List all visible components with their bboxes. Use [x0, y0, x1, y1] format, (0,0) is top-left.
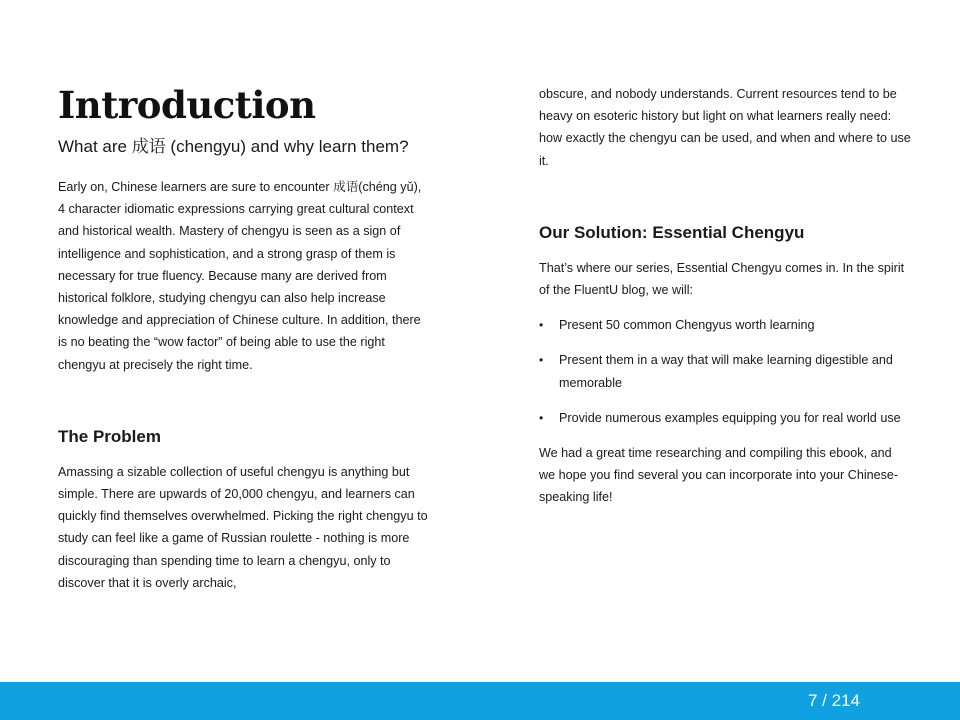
solution-paragraph: That’s where our series, Essential Chengyu comes in. In the spirit of the FluentU blog, we will: — [539, 260, 905, 298]
page-title: Introduction — [58, 83, 316, 127]
closing-paragraph: We had a great time researching and compiling this ebook, and we hope you find several you can incorporate into your Chinese-speaking life! — [539, 446, 899, 505]
list-item-text: Present them in a way that will make learning digestible and memorable — [559, 353, 893, 390]
right-column — [539, 83, 911, 509]
page-counter: 7 / 214 — [808, 691, 860, 710]
footer-bar — [0, 682, 960, 720]
continued-paragraph: obscure, and nobody understands. Current resources tend to be heavy on esoteric history but light on what learners really need: how exactly the chengyu can be used, and when and where to use it. — [539, 87, 911, 168]
solution-heading: Our Solution: Essential Chengyu — [539, 222, 805, 242]
list-item — [539, 349, 911, 393]
problem-paragraph: Amassing a sizable collection of useful chengyu is anything but simple. There are upwards of 20,000 chengyu, and learners can quickly find themselves overwhelmed. Picking the right chengyu to study can feel like a game of Russian roulette - nothing is more discouraging than spending time to learn a chengyu, only to discover that it is overly archaic, — [58, 464, 428, 590]
intro-paragraph: Early on, Chinese learners are sure to encounter 成语(chéng yǔ), 4 character idiomatic expressions carrying great cultural context and historical wealth. Mastery of chengyu is seen as a sign of intelligence and sophistication, and a strong grasp of them is necessary for true fluency. Because many are derived from historical folklore, studying chengyu can also help increase knowledge and appreciation of Chinese culture. In addition, there is no beating the “wow factor” of being able to use the right chengyu at precisely the right time. — [58, 180, 422, 372]
list-item — [539, 314, 911, 336]
solution-bullet-list — [539, 314, 911, 429]
list-item — [539, 407, 911, 429]
problem-heading: The Problem — [58, 426, 161, 446]
bullet-icon: • — [539, 353, 544, 368]
list-item-text: Present 50 common Chengyus worth learning — [559, 318, 815, 333]
left-column — [58, 82, 430, 594]
subtitle: What are 成语 (chengyu) and why learn them? — [58, 137, 409, 156]
list-item-text: Provide numerous examples equipping you for real world use — [559, 410, 901, 425]
bullet-icon: • — [539, 410, 544, 425]
bullet-icon: • — [539, 318, 544, 333]
